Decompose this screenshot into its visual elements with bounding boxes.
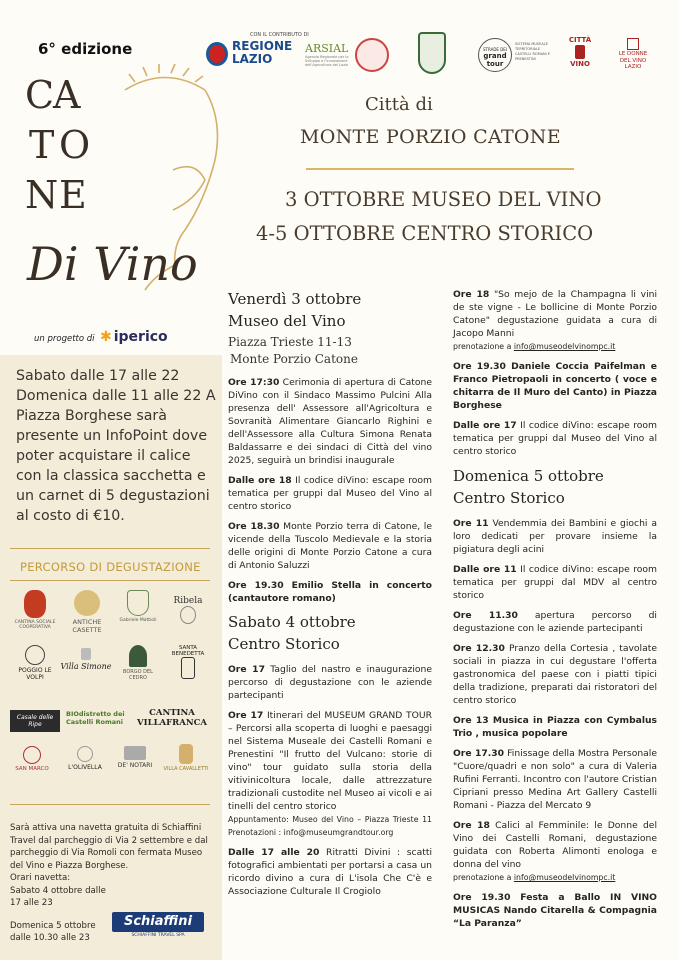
- winery-mark-icon: [81, 648, 91, 660]
- event-item: Dalle ore 11 Il codice diVino: escape room tematica per gruppi dal MDV al centro storico: [453, 564, 657, 601]
- divider: [10, 804, 210, 805]
- percorso-title: PERCORSO DI DEGUSTAZIONE: [20, 560, 201, 574]
- winery-logo: CANTINA VILLAFRANCA: [137, 708, 207, 728]
- divider: [306, 168, 574, 170]
- event-item: Ore 17:30 Cerimonia di apertura di Catone DiVino con il Sindaco Massimo Pulcini Alla presenza dell' Assessore all'Agricoltura e Sovranità Alimentare Giancarlo Righini e dell'Assessore alla Cultura Simona Renata Baldassarre e dei sindaci di Città del vino 2025, seguirà un brindisi inaugurale: [228, 377, 432, 466]
- winery-logo: CANTINA SOCIALE COOPERATIVA: [12, 590, 58, 630]
- address: Piazza Trieste 11-13: [228, 335, 352, 349]
- navetta-info: Sarà attiva una navetta gratuita di Schiaffini Travel dal parcheggio di Via 2 settembre e dal parcheggio di Via Romoli con fermata Museo del Vino e Piazza Borghese.: [10, 823, 208, 871]
- event-item: Ore 11 Vendemmia dei Bambini e giochi a loro dedicati per provare insieme la pigiatura degli acini: [453, 518, 657, 555]
- progetto-label: un progetto di: [34, 334, 95, 344]
- event-item: Ore 19.30 Daniele Coccia Paifelman e Franco Pietropaoli in concerto ( voce e chitarra de Il Muro del Canto) in Piazza Borghese: [453, 361, 657, 411]
- sponsor-donne-del-vino: LE DONNE DEL VINO LAZIO: [618, 38, 648, 76]
- divider: [10, 580, 210, 581]
- date-line-1: 3 OTTOBRE MUSEO DEL VINO: [285, 188, 602, 211]
- date-line-2: 4-5 OTTOBRE CENTRO STORICO: [256, 222, 594, 245]
- winery-logo: BORGO DEL CEDRO: [114, 645, 162, 681]
- place-heading: Museo del Vino: [228, 312, 346, 330]
- winery-logo: Ribela: [164, 590, 212, 626]
- horse-icon: [179, 744, 193, 764]
- email-link[interactable]: info@museodelvinompc.it: [513, 873, 616, 882]
- citta-di-label: Città di: [365, 94, 433, 115]
- logo-letter: N: [25, 173, 59, 217]
- event-item: Ore 18 "So mejo de la Champagna li vini de ste vigne - Le bollicine di Monte Porzio Catone" degustazione guidata a cura di Jacopo Manni: [453, 289, 657, 339]
- event-item: Dalle ore 17 Il codice diVino: escape room tematica per gruppi dal Museo del Vino al centro storico: [453, 420, 657, 457]
- event-item: Ore 19.30 Festa a Ballo IN VINO MUSICAS Nando Citarella & Compagnia “La Paranza”: [453, 892, 657, 929]
- address: Monte Porzio Catone: [230, 352, 358, 366]
- winery-mark-icon: [124, 746, 146, 760]
- day-heading: Sabato 4 ottobre: [228, 613, 356, 631]
- place-heading: Centro Storico: [228, 635, 340, 653]
- bottle-icon: [575, 45, 585, 59]
- day-heading: Venerdì 3 ottobre: [228, 290, 362, 308]
- logo-letter: O: [59, 123, 91, 167]
- day-heading: Domenica 5 ottobre: [453, 467, 604, 485]
- winery-seal-icon: [77, 746, 93, 762]
- winery-seal-icon: [23, 746, 41, 764]
- event-item: Ore 17 Itinerari del MUSEUM GRAND TOUR – Percorsi alla scoperta di luoghi e paesaggi nel Sistema Museale dei Castelli Romani e Prenestini "Il frutto del Vulcano: storie di vino" tour guidato sulla storia della vitivinicoltura locale, dalle attrezzature tradizionali custodite nel Museo ai vicoli e ai tinelli del centro storico: [228, 710, 432, 812]
- event-item: Ore 18.30 Monte Porzio terra di Catone, le vicende della Tuscolo Medievale e la storia delle origini di Monte Porzio Catone a cura di Antonio Saluzzi: [228, 521, 432, 571]
- edition-label: 6° edizione: [38, 40, 133, 58]
- sponsor-arsial: ARSIAL Agenzia Regionale per lo Sviluppo e l'Innovazione dell'Agricoltura del Lazio: [305, 42, 349, 67]
- winery-logo: SANTA BENEDETTA: [164, 645, 212, 681]
- logo-letter: C: [25, 73, 55, 117]
- divider: [10, 548, 210, 549]
- iperico-logo: ✱ iperico: [100, 329, 168, 345]
- tree-icon: [129, 645, 147, 667]
- email-link[interactable]: info@museodelvinompc.it: [513, 342, 616, 351]
- donne-logo-icon: [627, 38, 639, 50]
- sponsor-grand-tour: STRADE DEI grand tour SISTEMA MUSEALE TERRITORIALE CASTELLI ROMANI E PRENESTINI: [478, 38, 558, 72]
- winery-logo: ANTICHE CASETTE: [62, 590, 112, 634]
- winery-logo: L'OLIVELLA: [60, 746, 110, 771]
- winery-seal-icon: [74, 590, 100, 616]
- prenotazione: prenotazione a info@museodelvinompc.it: [453, 873, 616, 882]
- winery-logo: DE' NOTARI: [110, 746, 160, 769]
- sponsor-seal-1: [355, 38, 389, 72]
- program-column-2: [453, 288, 657, 930]
- event-item: Ore 12.30 Pranzo della Cortesia , tavolate sociali in piazza in cui degustare l'offerta gastronomica del paese con i piatti tipici della tradizione, preparati dai ristoratori del centro storico: [453, 643, 657, 706]
- winery-logo: Villa Simone: [58, 648, 114, 671]
- winery-logo: Casale delle Ripe: [10, 710, 60, 732]
- event-item: Ore 17.30 Finissage della Mostra Personale "Cuore/quadri e non solo" a cura di Valeria Rufini Ferranti. Incontro con l'autore Cristian Cipriani presso Medina Art Gallery Castelli Romani - Piazza del Mercato 9: [453, 748, 657, 811]
- schiaffini-subtitle: SCHIAFFINI TRAVEL SPA: [131, 933, 185, 938]
- event-item: Ore 18 Calici al Femminile: le Donne del Vino dei Castelli Romani, degustazione guidata con Roberta Alimonti enologa e donna del vino: [453, 820, 657, 870]
- sponsor-comune-crest: [418, 32, 446, 74]
- winery-logo: POGGIO LE VOLPI: [12, 645, 58, 681]
- winery-logo: SAN MARCO: [10, 746, 54, 772]
- contributo-label: CON IL CONTRIBUTO DI: [250, 32, 309, 38]
- catone-divino-logo: [25, 60, 245, 310]
- winery-seal-icon: [24, 590, 46, 618]
- event-item: Dalle ore 18 Il codice diVino: escape room tematica per gruppi dal Museo del Vino al centro storico: [228, 475, 432, 512]
- schiaffini-logo: Schiaffini: [112, 912, 204, 932]
- event-item: Ore 19.30 Emilio Stella in concerto (cantautore romano): [228, 580, 432, 604]
- winery-seal-icon: [25, 645, 45, 665]
- comune-title: MONTE PORZIO CATONE: [300, 126, 561, 148]
- sidebar-info-text: Sabato dalle 17 alle 22 Domenica dalle 11 alle 22 A Piazza Borghese sarà presente un InfoPoint dove poter acquistare il calice con la classica sacchetta e un carnet di 5 degustazioni al costo di €10.: [16, 368, 216, 524]
- place-heading: Centro Storico: [453, 489, 565, 507]
- logo-letter: T: [29, 123, 55, 167]
- star-icon: ✱: [100, 329, 112, 345]
- logo-letter: E: [59, 173, 87, 217]
- winery-logo: BIOdistretto dei Castelli Romani: [66, 710, 125, 726]
- event-item: Ore 17 Taglio del nastro e inaugurazione percorso di degustazione con le aziende partecipanti: [228, 664, 432, 701]
- orari-navetta: Orari navetta: Sabato 4 ottobre dalle 17 alle 23 Domenica 5 ottobre dalle 10.30 alle 23: [10, 873, 106, 943]
- prenotazione: prenotazione a info@museodelvinompc.it: [453, 342, 616, 351]
- winery-shield-icon: [127, 590, 149, 616]
- winery-logo: Gabriele Mattioli: [115, 590, 161, 623]
- logo-letter: A: [53, 73, 81, 117]
- event-item: Ore 11.30 apertura percorso di degustazione con le aziende partecipanti: [453, 610, 657, 634]
- sponsor-citta-del-vino: CITTÀ VINO: [568, 36, 592, 68]
- event-item: Dalle 17 alle 20 Ritratti Divini : scatti fotografici ambientati per portarsi a casa un ricordo divino a cura di L'isola Che C'è e Associazione Culturale Il Crogiolo: [228, 847, 432, 897]
- winery-logo: VILLA CAVALLETTI: [160, 744, 212, 772]
- winery-balloon-icon: [180, 606, 196, 624]
- event-note: Appuntamento: Museo del Vino – Piazza Trieste 11 Prenotazioni : info@museumgrandtour.org: [228, 815, 432, 837]
- program-column-1: [228, 288, 432, 905]
- logo-script: Di Vino: [27, 237, 198, 291]
- sponsor-regione-lazio: REGIONE LAZIO: [206, 40, 296, 72]
- regione-seal-icon: [206, 42, 228, 66]
- event-item: Ore 13 Musica in Piazza con Cymbalus Trio , musica popolare: [453, 715, 657, 739]
- bottle-icon: [181, 657, 195, 679]
